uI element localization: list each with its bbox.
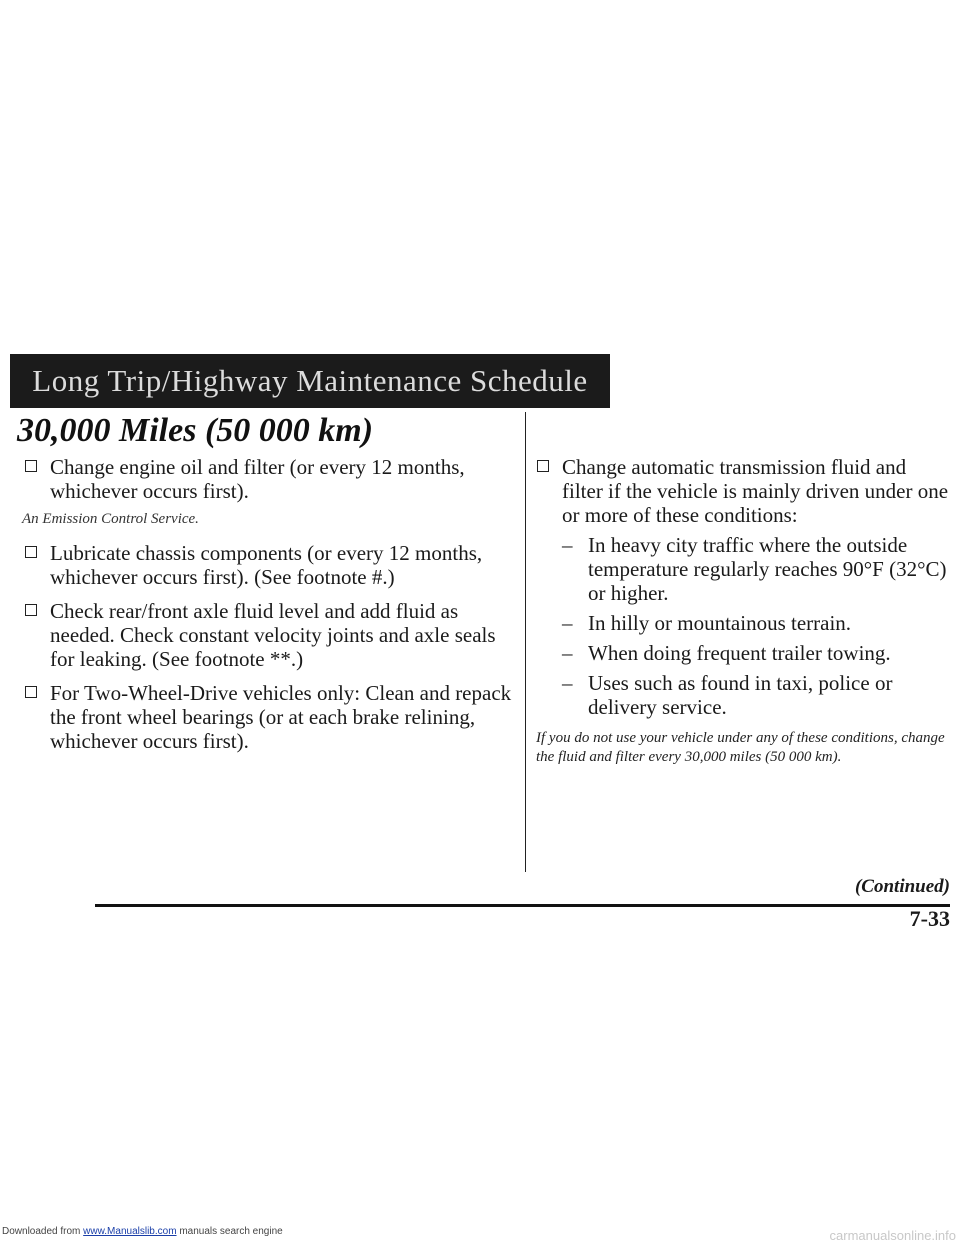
left-column — [20, 455, 520, 763]
dash-icon: – — [562, 611, 573, 635]
column-divider — [525, 412, 526, 872]
dash-icon: – — [562, 641, 573, 665]
list-item: – When doing frequent trailer towing. — [562, 641, 891, 665]
continued-label: (Continued) — [854, 876, 950, 897]
emission-note: An Emission Control Service. — [22, 511, 199, 527]
checklist-item — [20, 599, 520, 671]
item-text: Change engine oil and filter (or every 12 months, whichever occurs first). — [50, 455, 465, 503]
footer-rule — [95, 904, 950, 907]
watermark: carmanualsonline.info — [829, 1228, 956, 1243]
checkbox-icon — [25, 604, 37, 616]
checklist-item — [20, 455, 520, 503]
dash-icon: – — [562, 671, 573, 695]
condition-list — [562, 533, 952, 719]
checklist-item — [20, 541, 520, 589]
checkbox-icon — [25, 546, 37, 558]
item-text: Lubricate chassis components (or every 12 months, whichever occurs first). (See footnote #.) — [50, 541, 483, 589]
manualslib-link[interactable]: www.Manualslib.com — [83, 1226, 177, 1237]
checklist-item — [20, 681, 520, 753]
checkbox-icon — [537, 460, 549, 472]
item-text: Change automatic transmission fluid and filter if the vehicle is mainly driven under one or more of these conditions: — [562, 455, 949, 527]
dash-icon: – — [562, 533, 573, 557]
item-text: For Two-Wheel-Drive vehicles only: Clean and repack the front wheel bearings (or at each brake relining, whichever occurs first). — [50, 681, 512, 753]
page-number: 7-33 — [909, 906, 950, 931]
section-banner: Long Trip/Highway Maintenance Schedule — [10, 354, 610, 408]
list-item: – Uses such as found in taxi, police or delivery service. — [562, 671, 893, 719]
checkbox-icon — [25, 686, 37, 698]
right-column — [532, 455, 952, 767]
list-item: – In heavy city traffic where the outside temperature regularly reaches 90°F (32°C) or higher. — [562, 533, 947, 605]
item-text: Check rear/front axle fluid level and add fluid as needed. Check constant velocity joints and axle seals for leaking. (See footnote **.) — [50, 599, 496, 671]
download-line: Downloaded from www.Manualslib.com manuals search engine — [2, 1226, 283, 1237]
checkbox-icon — [25, 460, 37, 472]
list-item: – In hilly or mountainous terrain. — [562, 611, 852, 635]
checklist-item — [532, 455, 952, 719]
mileage-heading: 30,000 Miles (50 000 km) — [17, 412, 374, 449]
fluid-note: If you do not use your vehicle under any of these conditions, change the fluid and filter every 30,000 miles (50 000 km). — [536, 730, 945, 765]
